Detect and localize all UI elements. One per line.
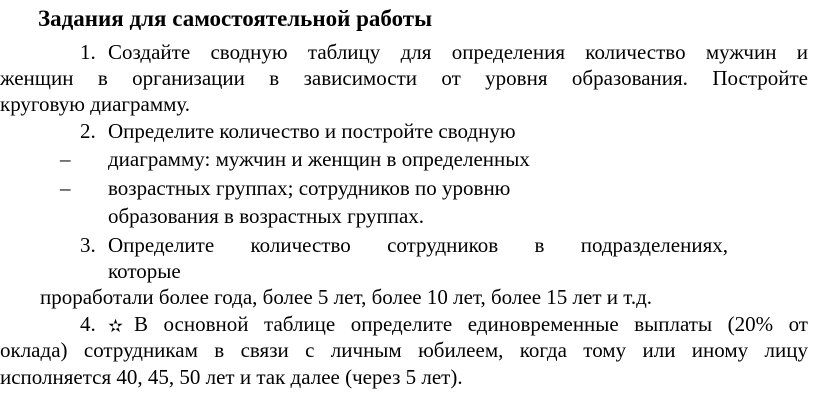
task2-line1: Определите количество и постройте сводную bbox=[108, 119, 516, 143]
star-icon: ✫ bbox=[108, 316, 124, 336]
task3-line2: которые bbox=[108, 259, 181, 283]
task2-dash-1: – bbox=[60, 147, 71, 171]
page-title: Задания для самостоятельной работы bbox=[38, 6, 433, 31]
task2-line2: диаграмму: мужчин и женщин в определенных bbox=[108, 147, 530, 171]
task1-line1: Создайте сводную таблицу для определения количество мужчин и bbox=[108, 40, 808, 64]
task2-dash-2: – bbox=[60, 176, 71, 200]
task2-line4: образования в возрастных группах. bbox=[108, 204, 425, 228]
task3-line3: проработали более года, более 5 лет, более 10 лет, более 15 лет и т.д. bbox=[40, 285, 653, 309]
task1-line3: круговую диаграмму. bbox=[0, 92, 191, 116]
task1-line2: женщин в организации в зависимости от уровня образования. Постройте bbox=[0, 66, 808, 90]
task4-line1: В основной таблице определите единовременные выплаты (20% от bbox=[134, 312, 808, 336]
task2-number: 2. bbox=[80, 119, 96, 143]
task3-line1: Определите количество сотрудников в подразделениях, bbox=[108, 233, 728, 257]
task2-line3: возрастных группах; сотрудников по уровню bbox=[108, 176, 511, 200]
task4-line3: исполняется 40, 45, 50 лет и так далее (через 5 лет). bbox=[0, 365, 463, 389]
task1-number: 1. bbox=[80, 40, 96, 64]
task4-number: 4. bbox=[80, 312, 96, 336]
task4-line2: оклада) сотрудникам в связи с личным юбилеем, когда тому или иному лицу bbox=[0, 338, 808, 362]
task3-number: 3. bbox=[80, 233, 96, 257]
